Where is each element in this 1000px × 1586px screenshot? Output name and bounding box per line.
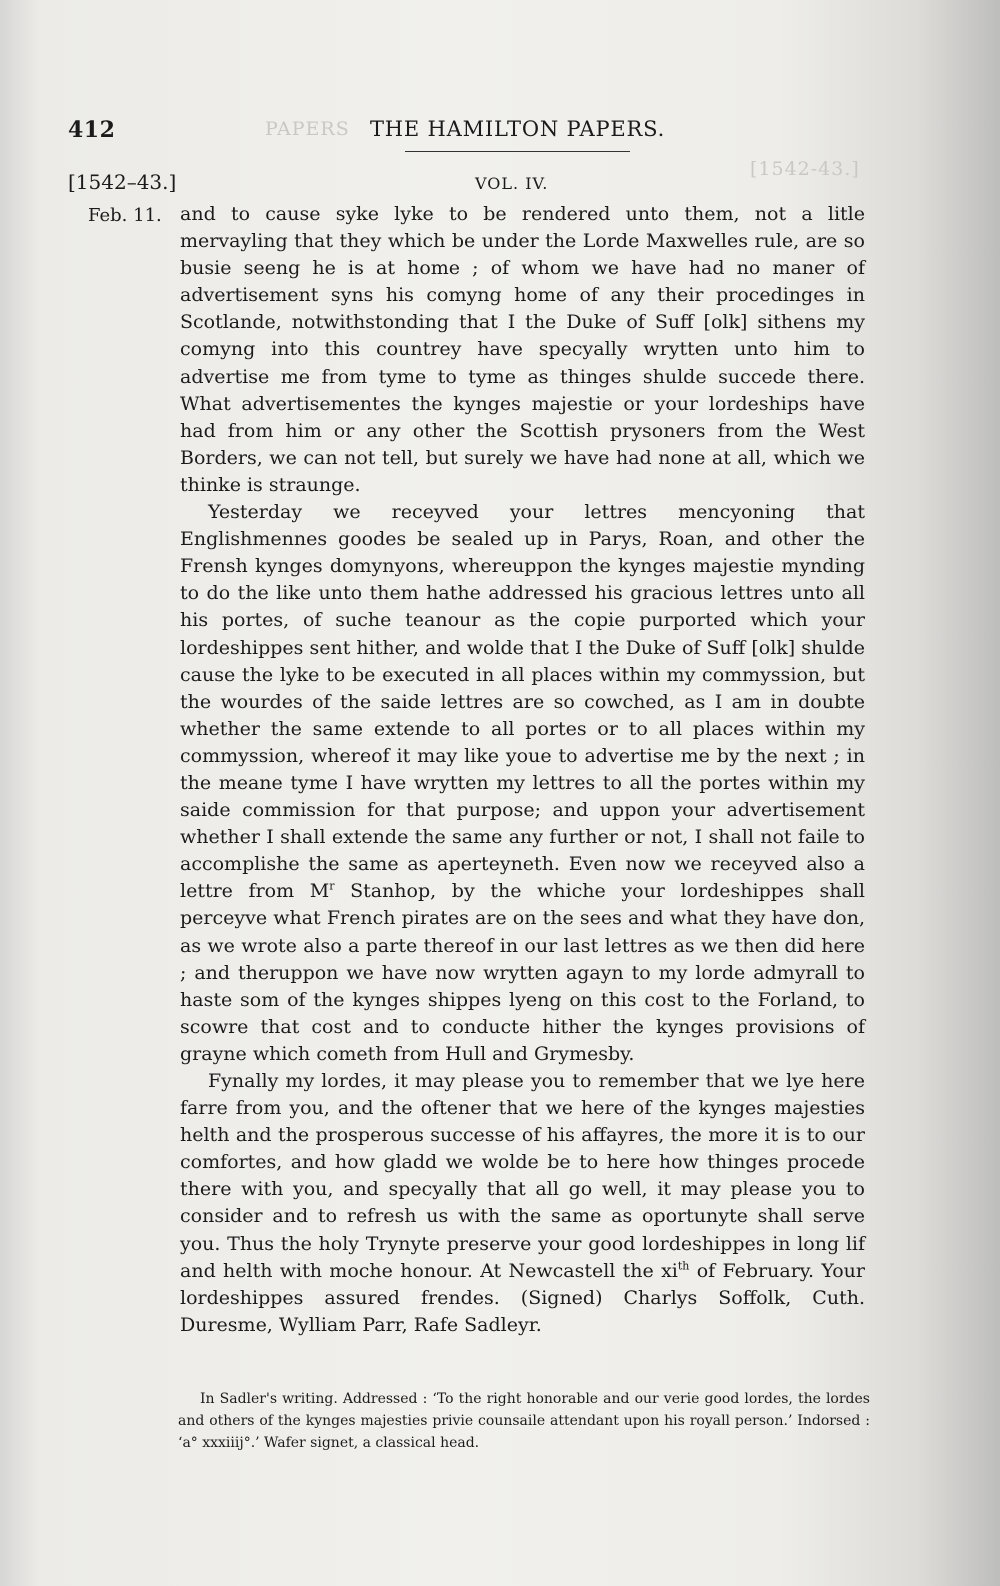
superscript: th bbox=[677, 1259, 690, 1273]
paragraph-2-continued: Stanhop, by the whiche your lordeshippes shall perceyve what French pirates are on the sees and what they have don, as we wrote also a parte thereof in our last lettres as we then did here ; and theruppon we have now wrytten agayn to my lorde admyrall to haste som of the kynges shippes lyeng on this cost to the Forland, to scowre that cost and to conducte hither the kynges provisions of grayne which cometh from Hull and Grymesby. bbox=[180, 880, 865, 1065]
letter-body bbox=[180, 201, 865, 1339]
footnote-text: In Sadler's writing. Addressed : ‘To the right honorable and our verie good lordes, the lordes and others of the kynges majesties privie counsaile attendant upon his royall person.’ Indorsed : ‘a° xxxiiij°.’ Wafer signet, a classical head. bbox=[178, 1391, 870, 1451]
bleed-through-text: PAPERS bbox=[265, 118, 350, 140]
bleed-through-text: [1542-43.] bbox=[750, 158, 860, 180]
superscript: r bbox=[329, 880, 335, 894]
date-marker: Feb. 11. bbox=[88, 205, 162, 226]
paragraph-3 bbox=[180, 1068, 865, 1339]
volume-label: VOL. IV. bbox=[475, 174, 549, 193]
year-marker: [1542–43.] bbox=[68, 170, 177, 194]
page-number: 412 bbox=[68, 117, 116, 143]
paragraph-2-text: Yesterday we receyved your lettres mencyoning that Englishmennes goodes be sealed up in Parys, Roan, and other the Frensh kynges domynyons, whereuppon the kynges majestie mynding to do the like unto them hathe addressed his gracious lettres unto all his portes, of suche teanour as the copie purported which your lordeshippes sent hither, and wolde that I the Duke of Suff [olk] shulde cause the lyke to be executed in all places within my commyssion, but the wourdes of the saide lettres are so cowched, as I am in doubte whether the same extende to all portes or to all places within my commyssion, whereof it may like youe to advertise me by the next ; in the meane tyme I have wrytten my lettres to all the portes within my saide commission for that purpose; and uppon your advertisement whether I shall extende the same any further or not, I shall not faile to accomplishe the same as aperteyneth. Even now we receyved also a lettre from M bbox=[180, 501, 865, 903]
paragraph-3-continued: of February. Your lordeshippes assured frendes. (Signed) Charlys Soffolk, Cuth. Duresme, Wylliam Parr, Rafe Sadleyr. bbox=[180, 1259, 865, 1336]
title-rule bbox=[405, 151, 630, 152]
footnote bbox=[178, 1388, 870, 1454]
paragraph-3-text: Fynally my lordes, it may please you to remember that we lye here farre from you, and the oftener that we here of the kynges majesties helth and the prosperous successe of his affayres, the more it is to our comfortes, and how gladd we wolde be to here how thinges procede there with you, and specyally that all go well, it may please you to consider and to refresh us with the same as oportunyte shall serve you. Thus the holy Trynyte preserve your good lordeshippes in long lif and helth with moche honour. At Newcastell the xi bbox=[180, 1070, 865, 1282]
paragraph-2 bbox=[180, 499, 865, 1068]
running-title: THE HAMILTON PAPERS. bbox=[370, 117, 666, 141]
paragraph-1: and to cause syke lyke to be rendered unto them, not a litle mervayling that they which be under the Lorde Maxwelles rule, are so busie seeng he is at home ; of whom we have had no maner of advertisement syns his comyng home of any their procedinges in Scotlande, notwithstonding that I the Duke of Suff [olk] sithens my comyng into this countrey have specyally wrytten unto him to advertise me from tyme to tyme as thinges shulde succede there. What advertisementes the kynges majestie or your lordeships have had from him or any other the Scottish prysoners from the West Borders, we can not tell, but surely we have had none at all, which we thinke is straunge. bbox=[180, 203, 865, 496]
